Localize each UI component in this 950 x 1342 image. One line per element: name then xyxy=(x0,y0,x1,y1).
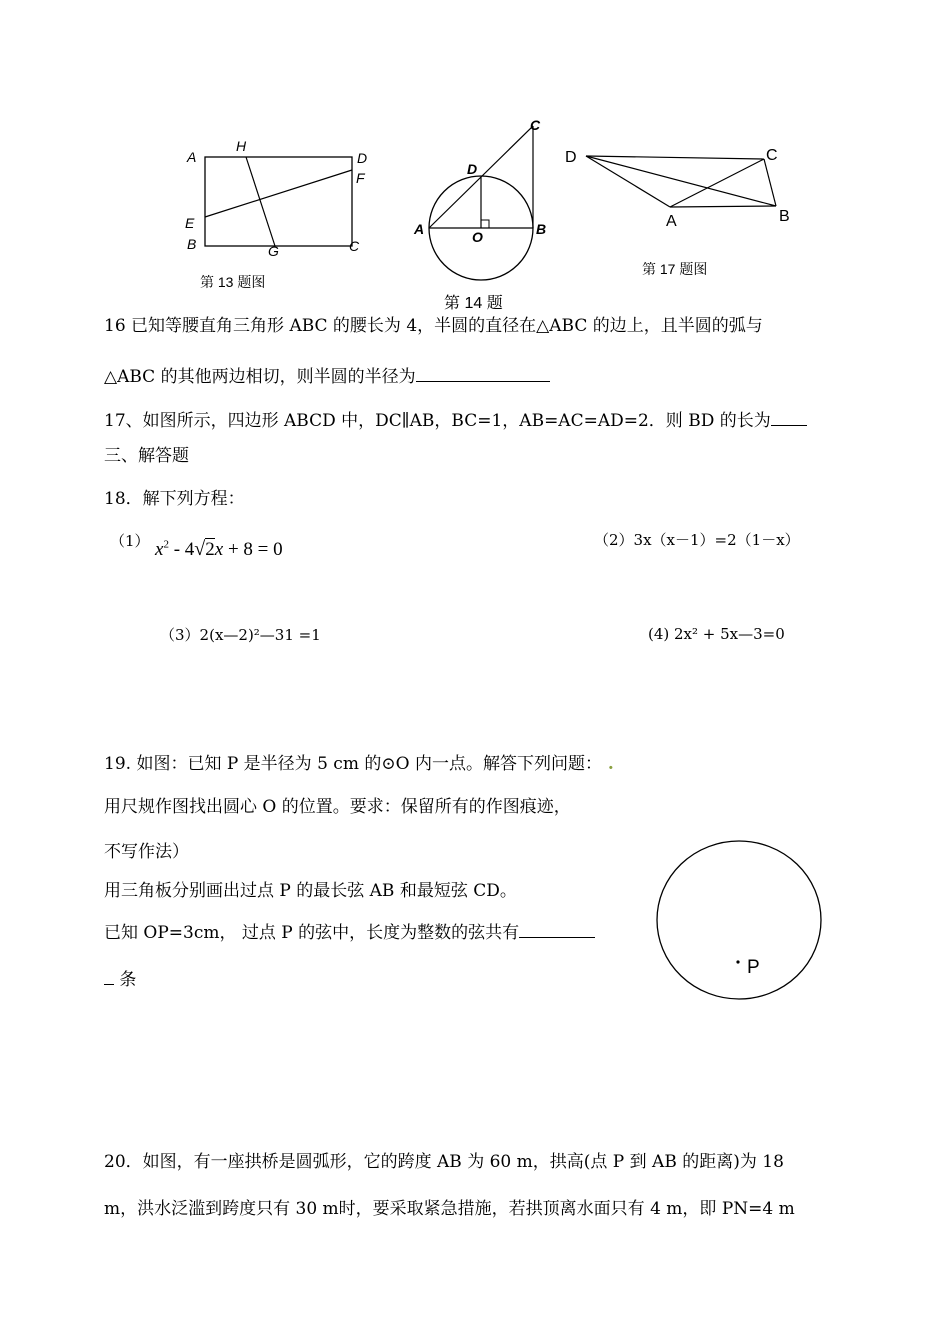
q19-answer-blank-tail[interactable] xyxy=(104,966,114,985)
fig13-label-c: C xyxy=(349,238,360,254)
fig14-label-b: B xyxy=(536,221,547,237)
fig13-label-g: G xyxy=(268,243,279,259)
q18-p1-minus-4: - 4 xyxy=(168,539,195,560)
fig17-diag-ac xyxy=(670,159,764,207)
fig17-label-a: A xyxy=(666,213,677,230)
q19-line3: 不写作法） xyxy=(104,842,189,862)
fig17-side-da xyxy=(586,156,670,207)
fig14-label-c: C xyxy=(530,117,541,133)
q18-p1-x: x xyxy=(155,539,164,560)
q18-p1-label: （1） xyxy=(110,532,150,550)
q17-answer-blank[interactable] xyxy=(771,407,807,426)
fig19-label-p: P xyxy=(747,957,760,978)
q18-p4: (4) 2x² + 5x—3=0 xyxy=(648,625,785,643)
figure-17 xyxy=(560,140,810,230)
fig17-diag-db xyxy=(586,156,776,206)
q18-p3: （3）2(x—2)²—31 =1 xyxy=(160,626,321,644)
figure-19 xyxy=(650,840,830,1010)
fig17-caption: 第 17 题图 xyxy=(642,261,708,277)
fig17-side-ab xyxy=(670,206,776,207)
fig13-caption: 第 13 题图 xyxy=(200,274,266,290)
fig13-line-hg xyxy=(246,157,275,246)
figure-14 xyxy=(405,110,555,285)
fig13-label-h: H xyxy=(236,138,247,154)
fig13-line-ef xyxy=(205,170,352,217)
q19-line6-wrap xyxy=(104,966,136,992)
fig13-label-b: B xyxy=(187,236,197,252)
fig14-label-a: A xyxy=(414,221,425,237)
q19-line1: 19. 如图：已知 P 是半径为 5 cm 的⊙O 内一点。解答下列问题： xyxy=(104,754,602,774)
q19-line6-tail: 条 xyxy=(119,970,137,990)
fig17-label-c: C xyxy=(766,147,778,164)
q17-text: 17、如图所示，四边形 ABCD 中，DC∥AB，BC=1，AB=AC=AD=2．则 BD 的长为 xyxy=(104,411,771,431)
q18-p2: （2）3x（x－1）=2（1－x） xyxy=(594,531,800,549)
q16-line1: 16 已知等腰直角三角形 ABC 的腰长为 4，半圆的直径在△ABC 的边上，且半圆的弧与 xyxy=(104,316,763,336)
fig14-right-angle-mark xyxy=(481,220,489,228)
fig14-label-d: D xyxy=(467,161,478,177)
q20-line1: 20．如图，有一座拱桥是圆弧形，它的跨度 AB 为 60 m，拱高(点 P 到 AB 的距离)为 18 xyxy=(104,1152,784,1172)
q19-answer-blank[interactable] xyxy=(519,919,595,938)
fig14-caption: 第 14 题 xyxy=(444,295,503,312)
fig19-point-p xyxy=(736,960,739,963)
q18-p1-x2: x xyxy=(214,539,224,560)
fig13-label-f: F xyxy=(356,170,365,186)
section3-title: 三、解答题 xyxy=(104,446,189,466)
fig19-circle xyxy=(657,841,821,999)
fig17-label-d: D xyxy=(565,149,577,166)
q16-line2-wrap xyxy=(104,363,550,389)
q20-line2: m，洪水泛滥到跨度只有 30 m时，要采取紧急措施，若拱顶离水面只有 4 m，即 PN=4 m xyxy=(104,1199,795,1219)
q18-p1-tail: + 8 = 0 xyxy=(223,539,283,560)
fig17-side-cb xyxy=(764,159,776,206)
q19-line5: 已知 OP=3cm， 过点 P 的弦中，长度为整数的弦共有 xyxy=(104,923,520,943)
fig17-label-b: B xyxy=(779,208,790,225)
q18-p1-equation: $x^2 - 4√2x + 8 = 0$ xyxy=(155,538,283,560)
fig17-side-dc xyxy=(586,156,764,159)
fig13-label-d: D xyxy=(357,150,368,166)
figure-13 xyxy=(180,135,380,265)
fig13-rectangle xyxy=(205,157,352,246)
q19-line2: 用尺规作图找出圆心 O 的位置。要求：保留所有的作图痕迹， xyxy=(104,797,571,817)
q19-line4: 用三角板分别画出过点 P 的最长弦 AB 和最短弦 CD。 xyxy=(104,881,517,901)
q19-line5-wrap xyxy=(104,919,595,945)
q17-wrap xyxy=(104,407,807,433)
fig14-label-o: O xyxy=(472,229,483,245)
q16-line2: △ABC 的其他两边相切，则半圆的半径为 xyxy=(104,367,416,387)
q18-p1-radicand: 2 xyxy=(205,539,215,560)
q16-answer-blank[interactable] xyxy=(416,363,550,382)
q18-title: 18．解下列方程： xyxy=(104,489,245,509)
q19-line1-wrap xyxy=(104,752,614,776)
q19-dot-mark: . xyxy=(601,754,614,774)
fig13-label-a: A xyxy=(187,149,197,165)
fig13-label-e: E xyxy=(185,215,195,231)
